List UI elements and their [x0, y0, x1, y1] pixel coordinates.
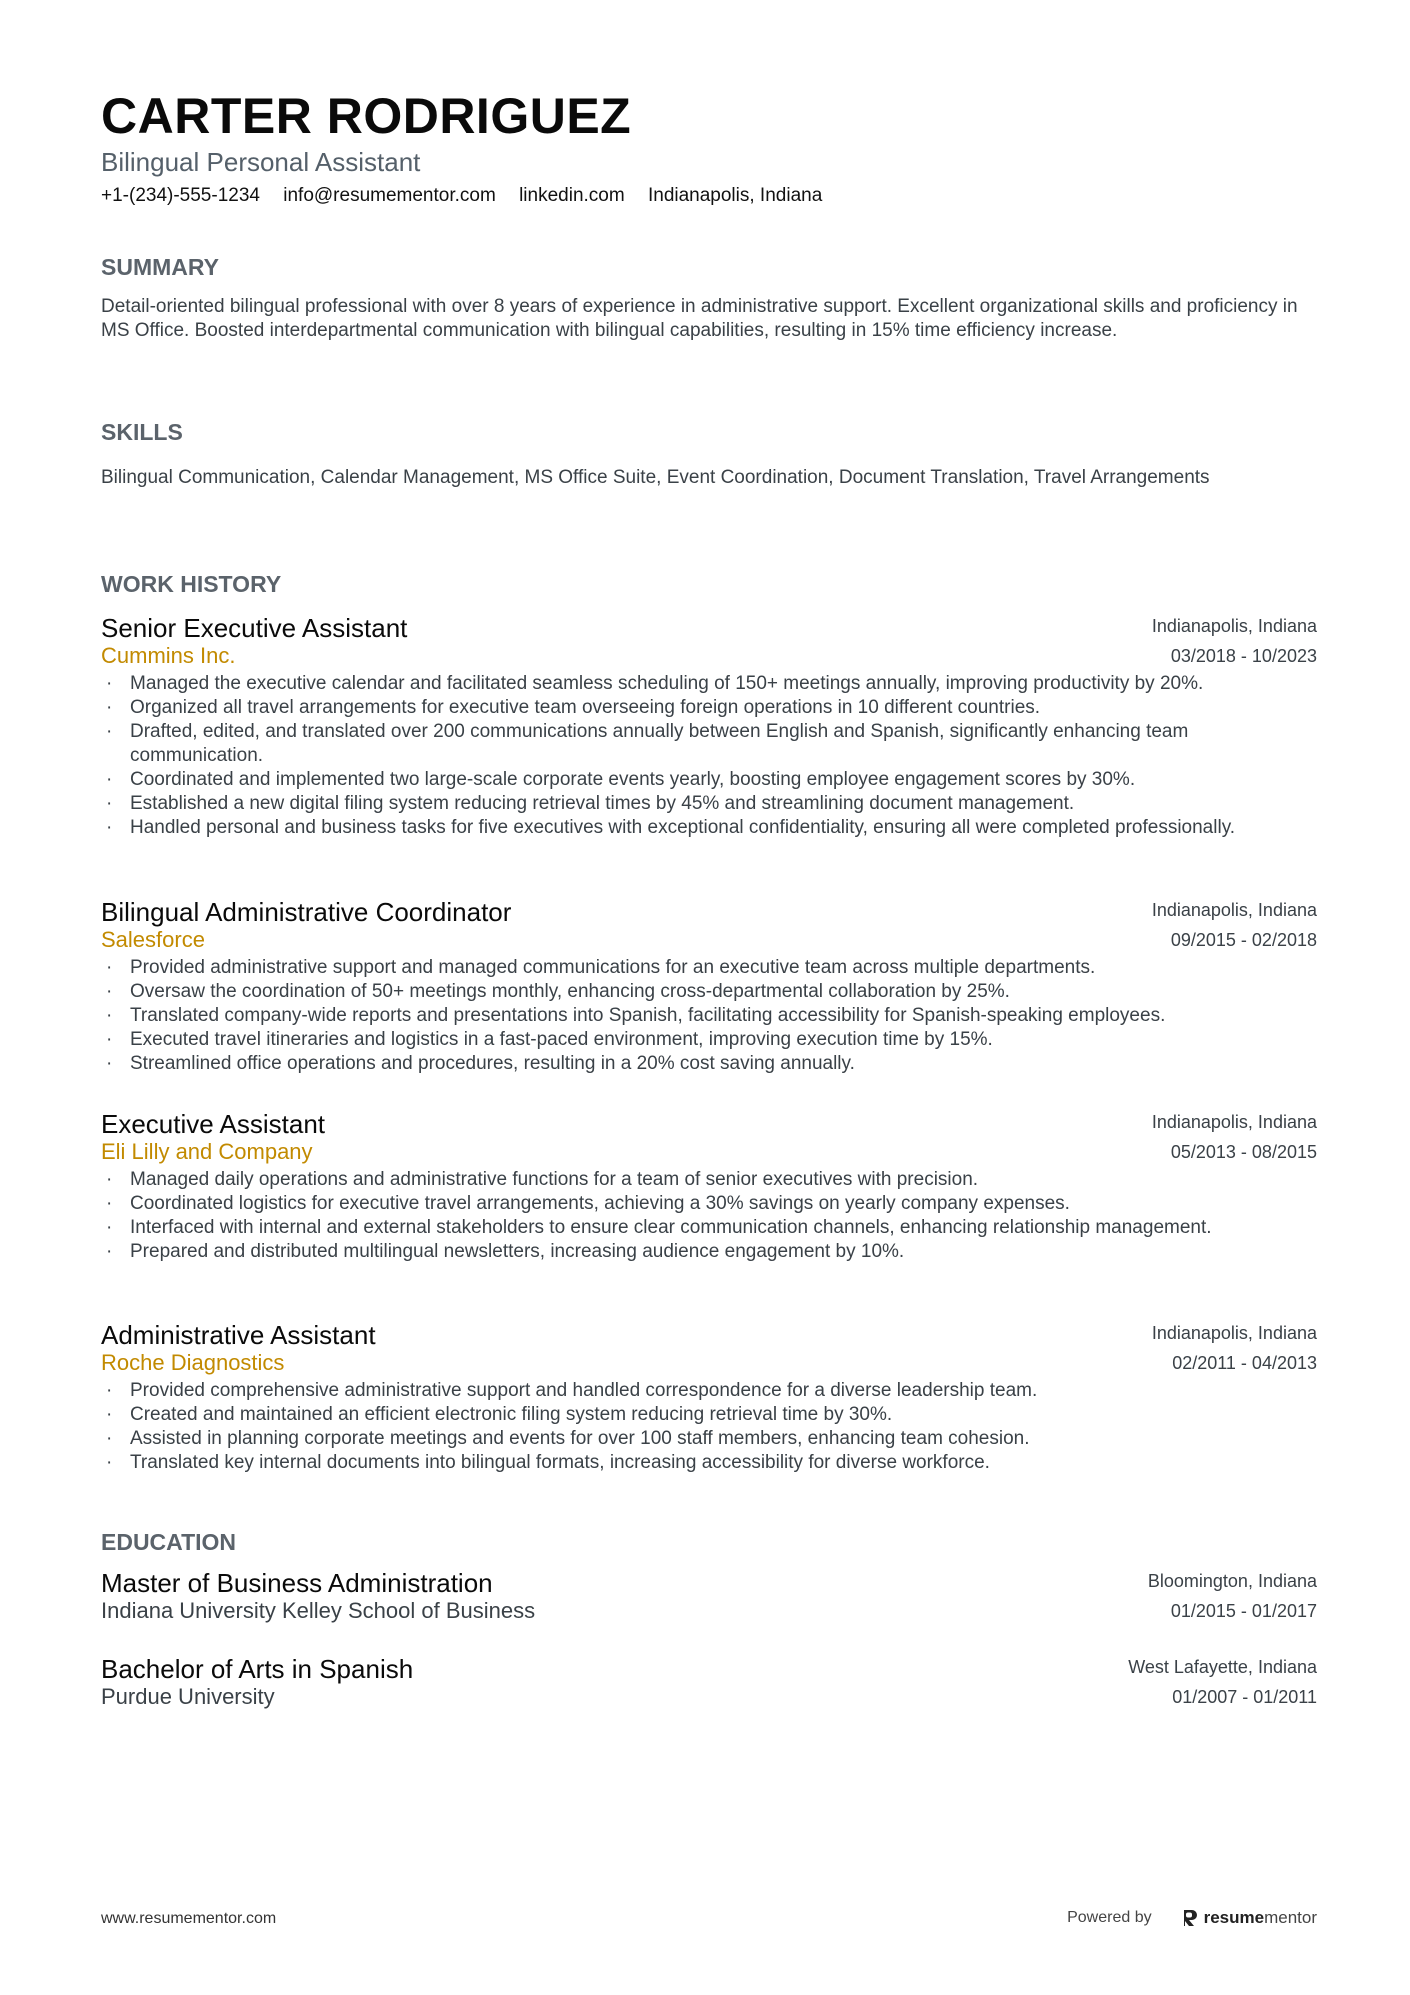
job-bullets	[101, 1379, 1317, 1475]
job-dates: 09/2015 - 02/2018	[1170, 930, 1317, 950]
job-location: Indianapolis, Indiana	[1151, 1323, 1317, 1343]
school-name: Purdue University	[101, 1684, 275, 1709]
brand-bold: resume	[1203, 1908, 1265, 1927]
degree-title: Bachelor of Arts in Spanish	[101, 1654, 414, 1684]
bullet-item: · Prepared and distributed multilingual newsletters, increasing audience engagement by 10%.	[101, 1240, 1317, 1264]
summary-heading: SUMMARY	[101, 254, 219, 280]
bullet-item: · Coordinated logistics for executive travel arrangements, achieving a 30% savings on yearly company expenses.	[101, 1192, 1317, 1216]
bullet-item: · Interfaced with internal and external stakeholders to ensure clear communication channels, enhancing relationship management.	[101, 1216, 1317, 1240]
candidate-name: CARTER RODRIGUEZ	[101, 88, 632, 144]
education-location: West Lafayette, Indiana	[1128, 1657, 1317, 1677]
bullet-item: · Executed travel itineraries and logistics in a fast-paced environment, improving execution time by 15%.	[101, 1028, 1317, 1052]
bullet-item: · Assisted in planning corporate meetings and events for over 100 staff members, enhancing team cohesion.	[101, 1427, 1317, 1451]
brand-light: mentor	[1264, 1908, 1317, 1927]
education-dates: 01/2015 - 01/2017	[1170, 1601, 1317, 1621]
degree-title: Master of Business Administration	[101, 1568, 493, 1598]
job-bullets	[101, 1168, 1317, 1264]
job-location: Indianapolis, Indiana	[1151, 616, 1317, 636]
bullet-item: · Provided administrative support and managed communications for an executive team across multiple departments.	[101, 956, 1317, 980]
school-name: Indiana University Kelley School of Business	[101, 1598, 536, 1623]
company-name: Salesforce	[101, 927, 205, 952]
job-dates: 05/2013 - 08/2015	[1170, 1142, 1317, 1162]
job-location: Indianapolis, Indiana	[1151, 900, 1317, 920]
job-dates: 03/2018 - 10/2023	[1170, 646, 1317, 666]
resumementor-logo-text[interactable]	[1204, 1908, 1317, 1928]
work-history-heading: WORK HISTORY	[101, 571, 282, 597]
bullet-item: · Provided comprehensive administrative support and handled correspondence for a diverse leadership team.	[101, 1379, 1317, 1403]
footer-branding	[1067, 1906, 1317, 1930]
contact-linkedin[interactable]: linkedin.com	[519, 185, 625, 206]
job-title: Bilingual Administrative Coordinator	[101, 897, 512, 927]
contact-email[interactable]: info@resumementor.com	[283, 185, 496, 206]
company-name: Roche Diagnostics	[101, 1350, 285, 1375]
job-dates: 02/2011 - 04/2013	[1172, 1353, 1317, 1373]
bullet-item: · Translated company-wide reports and presentations into Spanish, facilitating accessibility for Spanish-speaking employees.	[101, 1004, 1317, 1028]
education-heading: EDUCATION	[101, 1529, 237, 1555]
job-location: Indianapolis, Indiana	[1151, 1112, 1317, 1132]
resumementor-logo-icon	[1182, 1908, 1198, 1928]
job-bullets	[101, 956, 1317, 1076]
footer-website[interactable]: www.resumementor.com	[101, 1910, 277, 1927]
bullet-item: · Oversaw the coordination of 50+ meetings monthly, enhancing cross-departmental collaboration by 25%.	[101, 980, 1317, 1004]
bullet-item: · Created and maintained an efficient electronic filing system reducing retrieval time by 30%.	[101, 1403, 1317, 1427]
contact-line	[101, 184, 840, 208]
skills-heading: SKILLS	[101, 419, 183, 445]
company-name: Eli Lilly and Company	[101, 1139, 313, 1164]
company-name: Cummins Inc.	[101, 643, 236, 668]
bullet-item: · Organized all travel arrangements for executive team overseeing foreign operations in 10 different countries.	[101, 696, 1317, 720]
bullet-item: · Managed daily operations and administrative functions for a team of senior executives with precision.	[101, 1168, 1317, 1192]
contact-location: Indianapolis, Indiana	[647, 185, 823, 206]
bullet-item: · Drafted, edited, and translated over 200 communications annually between English and Spanish, significantly enhancing team communication.	[101, 720, 1317, 768]
contact-phone: +1-(234)-555-1234	[101, 185, 260, 206]
bullet-item: · Established a new digital filing system reducing retrieval times by 45% and streamlining document management.	[101, 792, 1317, 816]
bullet-item: · Handled personal and business tasks for five executives with exceptional confidentiality, ensuring all were completed professionally.	[101, 816, 1317, 840]
education-location: Bloomington, Indiana	[1147, 1571, 1317, 1591]
job-title: Senior Executive Assistant	[101, 613, 408, 643]
bullet-item: · Translated key internal documents into bilingual formats, increasing accessibility for diverse workforce.	[101, 1451, 1317, 1475]
candidate-title: Bilingual Personal Assistant	[101, 147, 421, 177]
skills-text: Bilingual Communication, Calendar Management, MS Office Suite, Event Coordination, Document Translation, Travel Arrangements	[101, 467, 1210, 488]
summary-text: Detail-oriented bilingual professional with over 8 years of experience in administrative support. Excellent organizational skills and proficiency in MS Office. Boosted interdepartmental communication with bilingual capabilities, resulting in 15% time efficiency increase.	[101, 296, 1298, 341]
education-dates: 01/2007 - 01/2011	[1172, 1687, 1317, 1707]
bullet-item: · Coordinated and implemented two large-scale corporate events yearly, boosting employee engagement scores by 30%.	[101, 768, 1317, 792]
bullet-item: · Managed the executive calendar and facilitated seamless scheduling of 150+ meetings annually, improving productivity by 20%.	[101, 672, 1317, 696]
bullet-item: · Streamlined office operations and procedures, resulting in a 20% cost saving annually.	[101, 1052, 1317, 1076]
powered-by-label: Powered by	[1067, 1909, 1152, 1926]
job-title: Administrative Assistant	[101, 1320, 376, 1350]
job-title: Executive Assistant	[101, 1109, 325, 1139]
job-bullets	[101, 672, 1317, 840]
